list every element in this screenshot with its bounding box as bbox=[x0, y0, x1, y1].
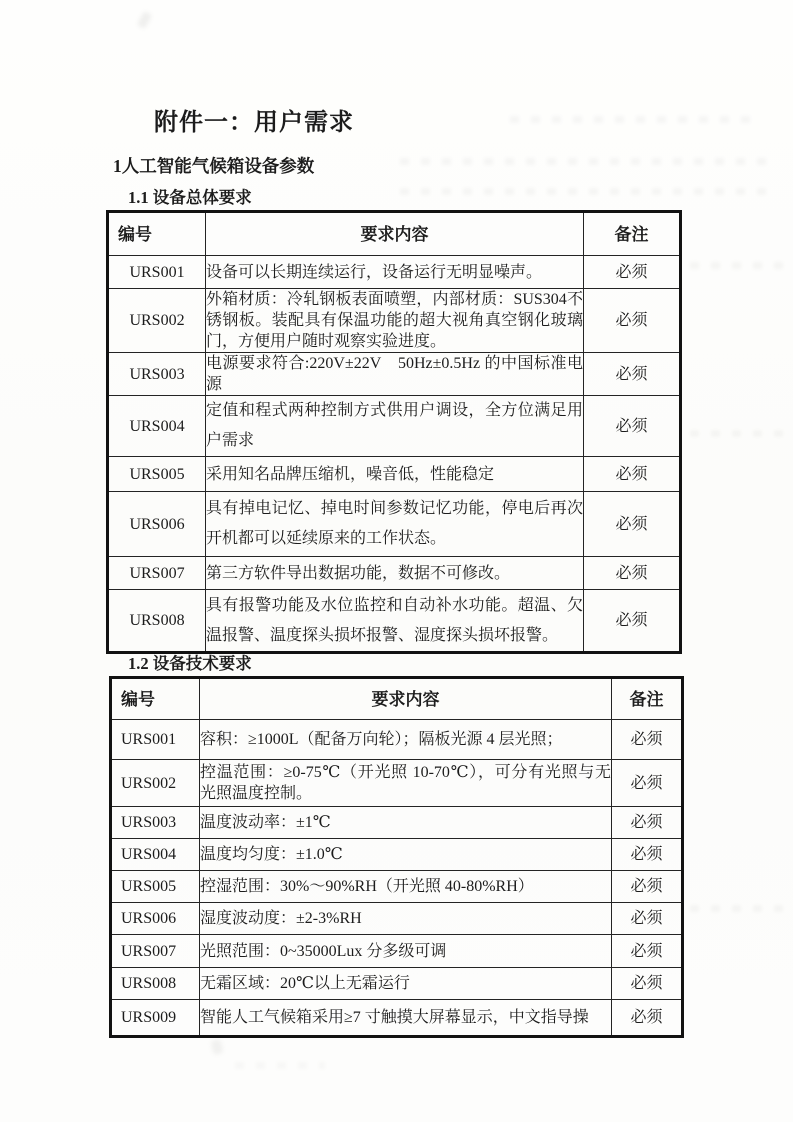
table-row bbox=[108, 396, 681, 457]
requirement-note-cell: 必须 bbox=[612, 720, 683, 760]
table-row bbox=[108, 289, 681, 353]
header-id: 编号 bbox=[111, 678, 200, 720]
requirement-id-cell: URS001 bbox=[108, 256, 206, 289]
requirement-id-cell: URS005 bbox=[108, 457, 206, 492]
requirement-content-cell: 电源要求符合:220V±22V 50Hz±0.5Hz 的中国标准电源 bbox=[206, 353, 584, 396]
requirement-content-cell: 第三方软件导出数据功能，数据不可修改。 bbox=[206, 557, 584, 590]
scan-artifact bbox=[400, 158, 770, 165]
table-row bbox=[111, 968, 683, 1000]
scan-artifact bbox=[210, 1039, 223, 1055]
requirement-id-cell: URS006 bbox=[111, 903, 200, 935]
table-row bbox=[111, 760, 683, 807]
header-id: 编号 bbox=[108, 212, 206, 256]
scan-artifact bbox=[510, 116, 760, 123]
requirement-content-cell: 控温范围：≥0-75℃（开光照 10-70℃），可分有光照与无光照温度控制。 bbox=[200, 760, 612, 807]
subsection-heading-technical-requirements: 1.2 设备技术要求 bbox=[128, 654, 252, 673]
table-row bbox=[111, 807, 683, 839]
requirement-content-cell: 湿度波动度：±2-3%RH bbox=[200, 903, 612, 935]
requirement-note-cell: 必须 bbox=[612, 760, 683, 807]
requirement-id-cell: URS009 bbox=[111, 1000, 200, 1037]
table-row bbox=[108, 590, 681, 653]
header-content: 要求内容 bbox=[206, 212, 584, 256]
requirement-id-cell: URS001 bbox=[111, 720, 200, 760]
requirement-id-cell: URS003 bbox=[108, 353, 206, 396]
requirement-id-cell: URS002 bbox=[111, 760, 200, 807]
subsection-heading-general-requirements: 1.1 设备总体要求 bbox=[128, 188, 252, 207]
requirement-id-cell: URS003 bbox=[111, 807, 200, 839]
requirement-id-cell: URS005 bbox=[111, 871, 200, 903]
requirement-note-cell: 必须 bbox=[612, 935, 683, 968]
requirement-id-cell: URS006 bbox=[108, 492, 206, 557]
header-content: 要求内容 bbox=[200, 678, 612, 720]
requirement-note-cell: 必须 bbox=[584, 289, 681, 353]
requirement-content-cell: 具有掉电记忆、掉电时间参数记忆功能，停电后再次开机都可以延续原来的工作状态。 bbox=[206, 492, 584, 557]
requirement-content-cell: 温度均匀度：±1.0℃ bbox=[200, 839, 612, 871]
header-note: 备注 bbox=[584, 212, 681, 256]
table-header-row bbox=[111, 678, 683, 720]
table-row bbox=[108, 557, 681, 590]
requirement-id-cell: URS007 bbox=[111, 935, 200, 968]
header-note: 备注 bbox=[612, 678, 683, 720]
requirement-note-cell: 必须 bbox=[612, 871, 683, 903]
requirement-id-cell: URS008 bbox=[108, 590, 206, 653]
requirement-id-cell: URS004 bbox=[111, 839, 200, 871]
table-row bbox=[111, 1000, 683, 1037]
requirement-note-cell: 必须 bbox=[612, 903, 683, 935]
requirement-content-cell: 容积：≥1000L（配备万向轮）；隔板光源 4 层光照； bbox=[200, 720, 612, 760]
requirement-id-cell: URS004 bbox=[108, 396, 206, 457]
table-row bbox=[108, 457, 681, 492]
requirement-note-cell: 必须 bbox=[584, 457, 681, 492]
requirement-content-cell: 智能人工气候箱采用≥7 寸触摸大屏幕显示，中文指导操 bbox=[200, 1000, 612, 1037]
technical-requirements-table bbox=[109, 676, 684, 1038]
requirement-note-cell: 必须 bbox=[584, 396, 681, 457]
requirement-note-cell: 必须 bbox=[612, 1000, 683, 1037]
requirement-id-cell: URS008 bbox=[111, 968, 200, 1000]
requirement-content-cell: 外箱材质：冷轧钢板表面喷塑，内部材质：SUS304不锈钢板。装配具有保温功能的超大视角真空钢化玻璃门，方便用户随时观察实验进度。 bbox=[206, 289, 584, 353]
table-header-row bbox=[108, 212, 681, 256]
table-row bbox=[111, 871, 683, 903]
table-row bbox=[111, 935, 683, 968]
table-row bbox=[111, 903, 683, 935]
table-row bbox=[111, 720, 683, 760]
requirement-note-cell: 必须 bbox=[584, 353, 681, 396]
general-requirements-table bbox=[106, 210, 682, 654]
requirement-note-cell: 必须 bbox=[584, 256, 681, 289]
section-heading-equipment-params: 1人工智能气候箱设备参数 bbox=[113, 156, 315, 176]
scan-artifact bbox=[690, 430, 785, 437]
table-row bbox=[111, 839, 683, 871]
requirement-content-cell: 具有报警功能及水位监控和自动补水功能。超温、欠温报警、温度探头损坏报警、湿度探头损坏报警。 bbox=[206, 590, 584, 653]
requirement-content-cell: 设备可以长期连续运行，设备运行无明显噪声。 bbox=[206, 256, 584, 289]
requirement-note-cell: 必须 bbox=[584, 557, 681, 590]
table-row bbox=[108, 492, 681, 557]
requirement-note-cell: 必须 bbox=[612, 968, 683, 1000]
requirement-content-cell: 光照范围：0~35000Lux 分多级可调 bbox=[200, 935, 612, 968]
requirement-note-cell: 必须 bbox=[584, 492, 681, 557]
scan-artifact bbox=[400, 188, 770, 195]
requirement-content-cell: 定值和程式两种控制方式供用户调设，全方位满足用户需求 bbox=[206, 396, 584, 457]
table-row bbox=[108, 353, 681, 396]
requirement-content-cell: 温度波动率：±1℃ bbox=[200, 807, 612, 839]
requirement-content-cell: 控湿范围：30%～90%RH（开光照 40-80%RH） bbox=[200, 871, 612, 903]
scan-artifact bbox=[235, 1062, 325, 1069]
scan-artifact bbox=[137, 11, 152, 29]
requirement-content-cell: 采用知名品牌压缩机，噪音低，性能稳定 bbox=[206, 457, 584, 492]
requirement-id-cell: URS002 bbox=[108, 289, 206, 353]
requirement-note-cell: 必须 bbox=[584, 590, 681, 653]
scan-artifact bbox=[690, 905, 785, 912]
requirement-note-cell: 必须 bbox=[612, 839, 683, 871]
requirement-content-cell: 无霜区域：20℃以上无霜运行 bbox=[200, 968, 612, 1000]
attachment-title: 附件一：用户需求 bbox=[154, 110, 354, 136]
scan-artifact bbox=[690, 262, 785, 269]
requirement-id-cell: URS007 bbox=[108, 557, 206, 590]
requirement-note-cell: 必须 bbox=[612, 807, 683, 839]
table-row bbox=[108, 256, 681, 289]
